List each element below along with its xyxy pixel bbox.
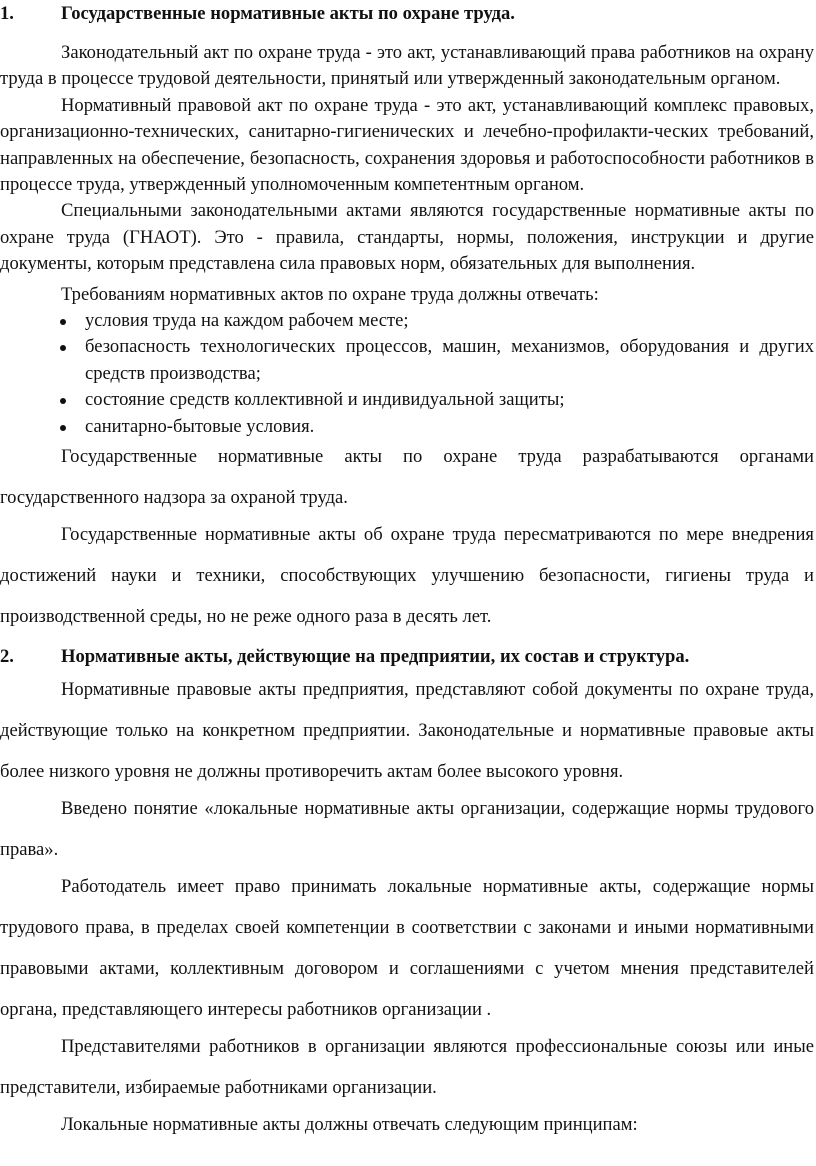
- bullet-icon: [60, 387, 85, 413]
- section-2-title: Нормативные акты, действующие на предприятии, их состав и структура.: [61, 646, 690, 668]
- requirements-list: [0, 308, 814, 440]
- list-item-text: безопасность технологических процессов, машин, механизмов, оборудования и других средств производства;: [85, 336, 814, 384]
- paragraph: Специальными законодательными актами являются государственные нормативные акты по охране труда (ГНАОТ). Это - правила, стандарты, нормы, положения, инструкции и другие документы, которым представлена сила правовых норм, обязательных для выполнения.: [0, 200, 814, 275]
- list-item: [0, 308, 814, 334]
- section-1-number: 1.: [0, 3, 14, 24]
- bullet-icon: [60, 334, 85, 387]
- paragraph: Требованиям нормативных актов по охране труда должны отвечать:: [61, 283, 599, 305]
- paragraph: Государственные нормативные акты об охране труда пересматриваются по мере внедрения достижений науки и техники, способствующих улучшению безопасности, гигиены труда и производственной среды, но не реже одного раза в десять лет.: [0, 524, 814, 628]
- paragraph: Работодатель имеет право принимать локальные нормативные акты, содержащие нормы трудового права, в пределах своей компетенции в соответствии с законами и иными нормативными правовыми актами, коллективным договором и соглашениями с учетом мнения представителей органа, представляющего интересы работников организации .: [0, 876, 814, 1021]
- bullet-icon: [60, 308, 85, 334]
- section-2-number: 2.: [0, 646, 14, 668]
- list-item-text: состояние средств коллективной и индивидуальной защиты;: [85, 389, 565, 411]
- list-item: [0, 334, 814, 387]
- paragraph: Представителями работников в организации являются профессиональные союзы или иные представители, избираемые работниками организации.: [0, 1036, 814, 1099]
- paragraph: Локальные нормативные акты должны отвечать следующим принципам:: [61, 1114, 638, 1136]
- paragraph: Нормативный правовой акт по охране труда - это акт, устанавливающий комплекс правовых, организационно-технических, санитарно-гигиенических и лечебно-профилакти-ческих требований, направленных на обеспечение, безопасность, сохранения здоровья и работоспособности работников в процессе труда, утвержденный уполномоченным компетентным органом.: [0, 94, 814, 196]
- section-1-heading: [0, 2, 816, 26]
- list-item-text: санитарно-бытовые условия.: [85, 415, 315, 437]
- section-2-heading: [0, 645, 816, 669]
- section-1-title: Государственные нормативные акты по охране труда.: [61, 3, 515, 24]
- paragraph: Государственные нормативные акты по охране труда разрабатываются органами государственного надзора за охраной труда.: [0, 446, 814, 509]
- list-item-text: условия труда на каждом рабочем месте;: [85, 310, 409, 332]
- paragraph: Нормативные правовые акты предприятия, представляют собой документы по охране труда, действующие только на конкретном предприятии. Законодательные и нормативные правовые акты более низкого уровня не должны противоречить актам более высокого уровня.: [0, 679, 814, 783]
- paragraph: Введено понятие «локальные нормативные акты организации, содержащие нормы трудового права».: [0, 798, 814, 861]
- paragraph: Законодательный акт по охране труда - это акт, устанавливающий права работников на охрану труда в процессе трудовой деятельности, принятый или утвержденный законодательным органом.: [0, 42, 814, 90]
- list-item: [0, 387, 814, 413]
